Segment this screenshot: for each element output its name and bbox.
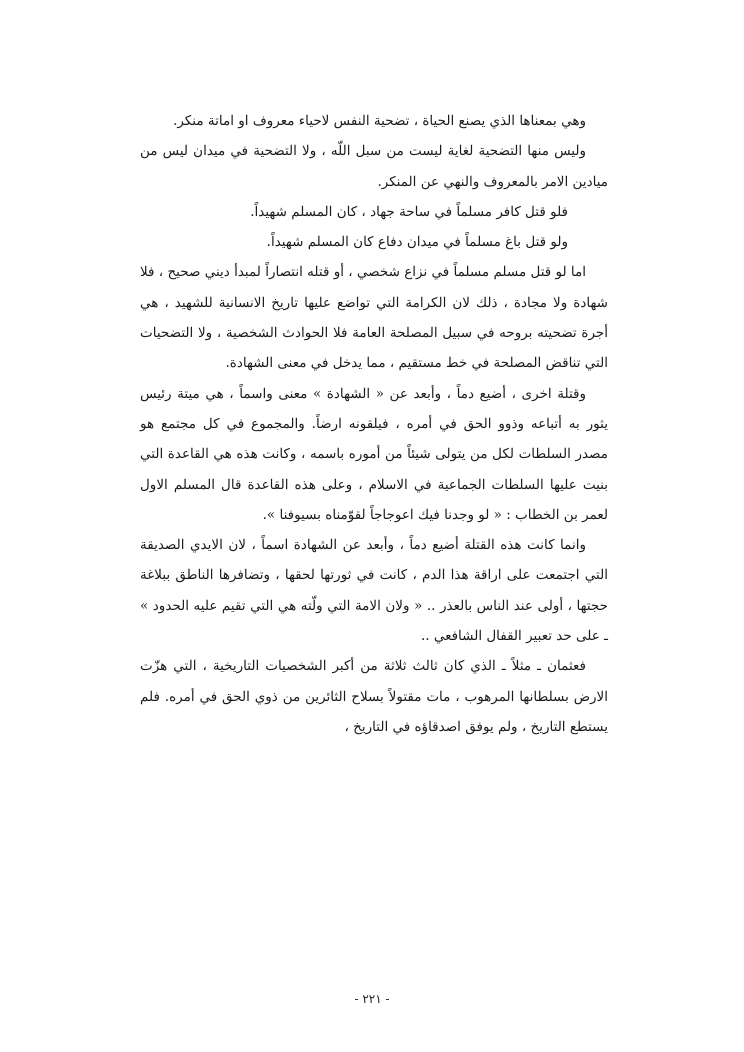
paragraph-2: وليس منها التضحية لغاية ليست من سبل اللّه ، ولا التضحية في ميدان ليس من ميادين الامر بالمعروف والنهي عن المنكر. [140,143,608,190]
paragraph-3: فلو قتل كافر مسلماً في ساحة جهاد ، كان المسلم شهيداً. [250,203,568,220]
paragraph-5: اما لو قتل مسلم مسلماً في نزاع شخصي ، أو قتله انتصاراً لمبدأ ديني صحيح ، فلا شهادة ولا مجادة ، ذلك لان الكرامة التي تواضع عليها تاريخ الانسانية للشهيد ، هي أجرة تضحيته بروحه في سبيل المصلحة العامة فلا الحوادث الشخصية ، ولا التضحيات التي تناقض المصلحة في خط مستقيم ، مما يدخل في معنى الشهادة. [140,264,608,372]
paragraph-8: فعثمان ـ مثلاً ـ الذي كان ثالث ثلاثة من أكبر الشخصيات التاريخية ، التي هزّت الارض بسلطانها المرهوب ، مات مقتولاً بسلاح الثائرين من ذوي الحق في أمره. فلم يستطع التاريخ ، ولم يوفق اصدقاؤه في التاريخ ، [140,658,608,735]
page-number: - ٢٢١ - [354,992,390,1006]
body-text [140,106,608,742]
paragraph-7: وانما كانت هذه القتلة أضيع دماً ، وأبعد عن الشهادة اسماً ، لان الايدي الصديقة التي اجتمعت على اراقة هذا الدم ، كانت في ثورتها لحقها ، وتضافرها الناطق ببلاغة حجتها ، أولى عند الناس بالعذر .. « ولان الامة التي ولّته هي التي تقيم عليه الحدود » ـ على حد تعبير القفال الشافعي .. [140,537,608,645]
paragraph-6: وقتلة اخرى ، أضيع دماً ، وأبعد عن « الشهادة » معنى واسماً ، هي ميتة رئيس يثور به أتباعه وذوو الحق في أمره ، فيلقونه ارضاً. والمجموع في كل مجتمع هو مصدر السلطات لكل من يتولى شيئاً من أموره باسمه ، وكانت هذه هي القاعدة التي بنيت عليها السلطات الجماعية في الاسلام ، وعلى هذه القاعدة قال المسلم الاول لعمر بن الخطاب : « لو وجدنا فيك اعوجاجاً لقوّمناه بسيوفنا ». [140,385,608,523]
paragraph-1: وهي بمعناها الذي يصنع الحياة ، تضحية النفس لاحياء معروف او اماتة منكر. [173,113,586,129]
paragraph-4: ولو قتل باغ مسلماً في ميدان دفاع كان المسلم شهيداً. [266,234,568,251]
